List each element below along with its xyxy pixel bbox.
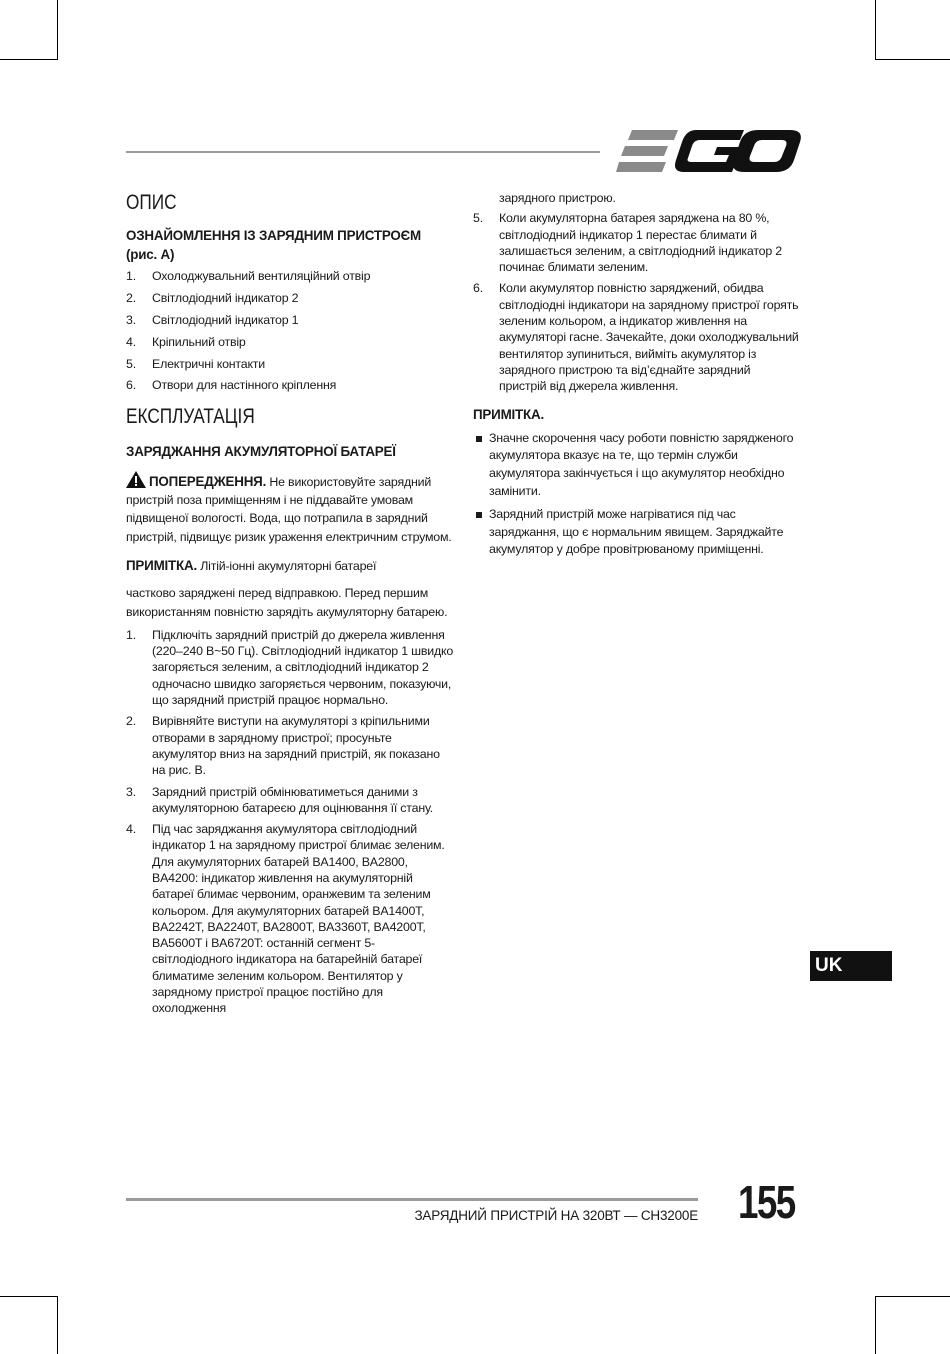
charging-steps-list-continued — [473, 210, 800, 394]
warning-icon — [126, 471, 146, 488]
list-item-number: 4. — [126, 822, 136, 837]
note-title: ПРИМІТКА. — [473, 406, 544, 422]
list-item-text: Значне скорочення часу роботи повністю зарядженого акумулятора вказує на те, що термін служби акумулятора закінчується і що акумулятор необхідно замінити. — [489, 430, 794, 498]
list-item-text: Коли акумулятор повністю заряджений, обидва світлодіодні індикатори на зарядному пристрої горять зеленим кольором, а індикатор живлення на акумуляторі гасне. Зачекайте, доки охолоджувальний вентилятор зупиниться, вийміть акумулятор із зарядного пристрою та від’єднайте зарядний пристрій від джерела живлення. — [499, 281, 799, 394]
list-item-number: 1. — [126, 269, 136, 283]
crop-mark — [0, 1296, 58, 1297]
notes-list — [473, 430, 800, 560]
list-item — [473, 280, 800, 394]
footer-rule — [126, 1198, 698, 1201]
list-item-number: 3. — [126, 784, 136, 799]
list-item-number: 6. — [473, 281, 483, 296]
list-item-number: 2. — [126, 290, 136, 305]
list-item — [473, 430, 800, 501]
list-item — [126, 627, 454, 708]
page-number: 155 — [738, 1176, 795, 1228]
list-item-text: Під час заряджання акумулятора світлодіодний індикатор 1 на зарядному пристрої блимає зеленим. Для акумуляторних батарей BA1400, BA2800, BA4200: індикатор живлення на акумуляторній батареї блимає червоним, оранжевим та зеленим кольором. Для акумуляторних батарей BA1400T, BA2242T, BA2240T, BA2800T, BA3360T, BA4200T, BA5600T і BA6720T: останній сегмент 5-світлодіодного індикатора на батарейній батареї блиматиме зеленим кольором. Вентилятор у зарядному пристрої працює постійно для охолодження — [152, 822, 445, 1016]
footer-title: ЗАРЯДНИЙ ПРИСТРІЙ НА 320ВТ — CH3200E — [414, 1208, 698, 1223]
right-column — [473, 190, 800, 559]
list-item-text: Зарядний пристрій обмінюватиметься даними з акумуляторною батареєю для оцінювання її стану. — [152, 784, 433, 815]
list-item-text: Охолоджувальний вентиляційний отвір — [152, 269, 371, 283]
list-item — [473, 506, 800, 559]
crop-mark — [0, 59, 58, 60]
note-text-rest: частково заряджені перед відправкою. Перед першим використанням повністю зарядіть акумуляторну батарею. — [126, 586, 448, 619]
list-item-number: 4. — [126, 334, 136, 349]
warning-paragraph — [126, 471, 454, 546]
list-item-number: 2. — [126, 714, 136, 729]
list-item-number: 5. — [473, 211, 483, 226]
language-badge: UK — [810, 951, 892, 981]
note-paragraph — [126, 558, 454, 574]
list-item — [126, 312, 454, 328]
list-item-number: 5. — [126, 356, 136, 371]
note-text-line1: Літій-іонні акумуляторні батареї — [200, 558, 377, 573]
list-item-text: Електричні контакти — [152, 356, 266, 371]
bullet-icon — [476, 512, 482, 518]
list-item — [126, 784, 454, 817]
note-label: ПРИМІТКА. — [126, 557, 197, 573]
list-item — [473, 210, 800, 275]
list-item-number: 6. — [126, 378, 136, 393]
list-item-text: Отвори для настінного кріплення — [152, 378, 337, 393]
list-item-text: Зарядний пристрій може нагріватися під час заряджання, що є нормальним явищем. Заряджайте акумулятор у добре провітрюваному приміщенні. — [489, 506, 784, 557]
section-subtitle-charging: ЗАРЯДЖАННЯ АКУМУЛЯТОРНОЇ БАТАРЕЇ — [126, 443, 396, 459]
list-item-text: Світлодіодний індикатор 1 — [152, 312, 299, 327]
charging-steps-list — [126, 627, 454, 1017]
list-item-text: Кріпильний отвір — [152, 334, 246, 349]
list-item — [126, 713, 454, 778]
section-subtitle-intro: ОЗНАЙОМЛЕННЯ ІЗ ЗАРЯДНИМ ПРИСТРОЄМ (рис. А) — [126, 228, 421, 262]
list-item-number: 3. — [126, 312, 136, 327]
crop-mark — [875, 59, 950, 60]
list-item-text: Коли акумуляторна батарея заряджена на 80 %, світлодіодний індикатор 1 перестає блимати й залишається зеленим, а світлодіодний індикатор 2 починає блимати зеленим. — [499, 211, 782, 275]
warning-label: ПОПЕРЕДЖЕННЯ. — [149, 473, 267, 489]
crop-mark — [875, 1296, 876, 1354]
crop-mark — [57, 1296, 58, 1354]
list-item — [126, 268, 454, 284]
list-item — [126, 356, 454, 372]
crop-mark — [875, 1296, 950, 1297]
crop-mark — [57, 0, 58, 60]
warning-text: Не використовуйте зарядний пристрій поза приміщенням і не піддавайте умовам підвищеної вологості. Вода, що потрапила в зарядний пристрій, підвищує ризик ураження електричним струмом. — [126, 474, 452, 544]
list-item-number: 1. — [126, 627, 136, 642]
ego-logo — [616, 128, 802, 174]
list-item — [126, 377, 454, 393]
list-item — [126, 334, 454, 350]
list-item-text: Світлодіодний індикатор 2 — [152, 290, 299, 305]
bullet-icon — [476, 436, 482, 442]
parts-list — [126, 268, 454, 394]
step4-continuation: зарядного пристрою. — [499, 191, 616, 205]
section-title-description: ОПИС — [126, 191, 177, 214]
section-title-operation: ЕКСПЛУАТАЦІЯ — [126, 404, 255, 428]
list-item — [126, 821, 454, 1017]
list-item-text: Підключіть зарядний пристрій до джерела живлення (220–240 В~50 Гц). Світлодіодний індикатор 1 швидко загоряється зеленим, а світлодіодний індикатор 2 одночасно швидко загоряється червоним, показуючи, що зарядний пристрій працює нормально. — [152, 627, 454, 708]
crop-mark — [875, 0, 876, 60]
list-item-text: Вирівняйте виступи на акумуляторі з кріпильними отворами в зарядному пристрої; просуньте акумулятор вниз на зарядний пристрій, як показано на рис. B. — [152, 714, 440, 778]
left-column — [126, 190, 454, 1017]
list-item — [126, 290, 454, 306]
header-rule — [126, 151, 600, 153]
